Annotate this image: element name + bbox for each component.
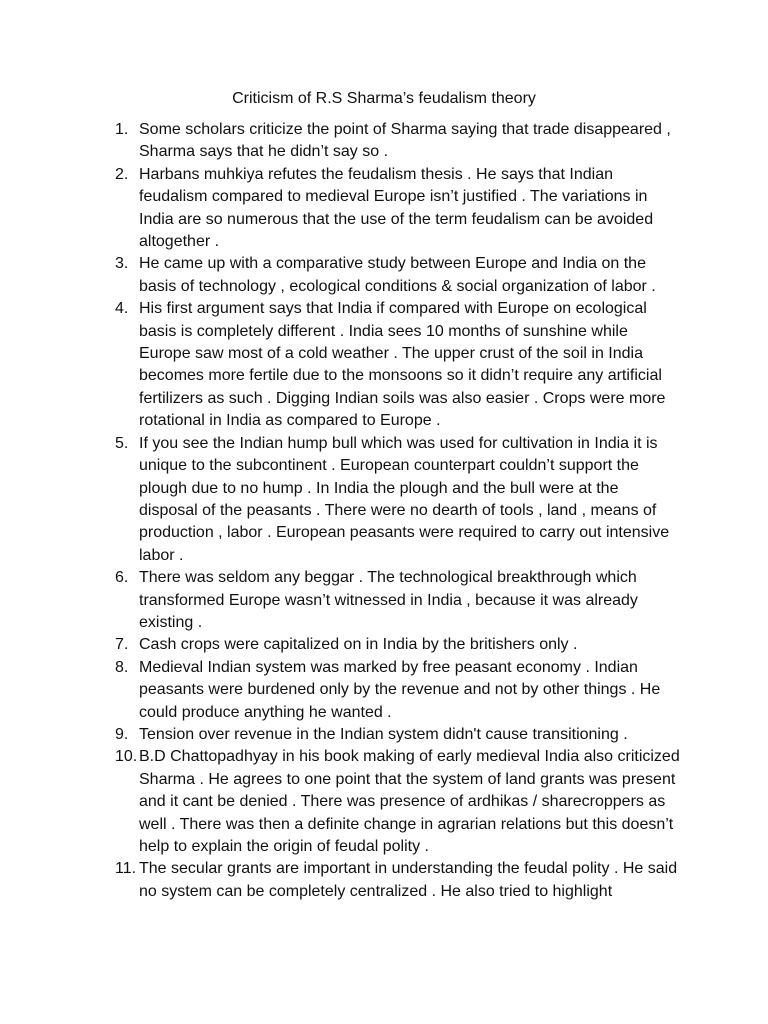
list-item [115,657,680,724]
list-item-number: 9. [115,725,129,743]
list-item [115,567,680,634]
list-item [115,634,680,656]
list-item-text: Tension over revenue in the Indian system didn't cause transitioning . [139,725,628,743]
list-item-text: Some scholars criticize the point of Sharma saying that trade disappeared , Sharma says that he didn’t say so . [139,121,671,161]
list-item-text: Harbans muhkiya refutes the feudalism thesis . He says that Indian feudalism compared to medieval Europe isn’t justified . The variations in India are so numerous that the use of the term feudalism can be avoided altogether . [139,165,654,251]
list-item-number: 6. [115,569,129,587]
list-item-number: 11. [115,860,137,878]
list-item [115,119,680,164]
list-item [115,724,680,746]
document-title: Criticism of R.S Sharma’s feudalism theory [232,90,536,107]
list-item-number: 4. [115,300,129,318]
list-item-number: 8. [115,658,129,676]
list-item [115,253,680,298]
list-item-text: If you see the Indian hump bull which was used for cultivation in India it is unique to the subcontinent . European counterpart couldn’t support the plough due to no hump . In India the plough and the bull were at the disposal of the peasants . There were no dearth of tools , land , means of production , labor . European peasants were required to carry out intensive labor . [139,434,670,564]
list-item-number: 10. [115,748,138,766]
list-item [115,746,680,858]
list-item-number: 7. [115,636,129,654]
list-item [115,433,680,567]
list-item-text: Medieval Indian system was marked by free peasant economy . Indian peasants were burdened only by the revenue and not by other things . He could produce anything he wanted . [139,658,661,721]
list-item [115,858,680,903]
list-item-text: B.D Chattopadhyay in his book making of early medieval India also criticized Sharma . He agrees to one point that the system of land grants was present and it cant be denied . There was presence of ardhikas / sharecroppers as well . There was then a definite change in agrarian relations but this doesn’t help to explain the origin of feudal polity . [139,748,680,855]
criticism-list [115,119,680,903]
list-item-number: 3. [115,255,129,273]
list-item-text: His first argument says that India if compared with Europe on ecological basis is completely different . India sees 10 months of sunshine while Europe saw most of a cold weather . The upper crust of the soil in India becomes more fertile due to the monsoons so it didn’t require any artificial fertilizers as such . Digging Indian soils was also easier . Crops were more rotational in India as compared to Europe . [139,300,666,430]
list-item-number: 5. [115,434,129,452]
list-item-number: 2. [115,165,129,183]
list-item-text: Cash crops were capitalized on in India by the britishers only . [139,636,578,654]
list-item-text: He came up with a comparative study between Europe and India on the basis of technology , ecological conditions & social organization of labor . [139,255,656,295]
list-item [115,298,680,432]
list-item-text: The secular grants are important in understanding the feudal polity . He said no system can be completely centralized . He also tried to highlight [139,860,678,900]
list-item-number: 1. [115,121,129,138]
list-item [115,164,680,254]
list-item-text: There was seldom any beggar . The technological breakthrough which transformed Europe wasn’t witnessed in India , because it was already existing . [139,569,638,631]
